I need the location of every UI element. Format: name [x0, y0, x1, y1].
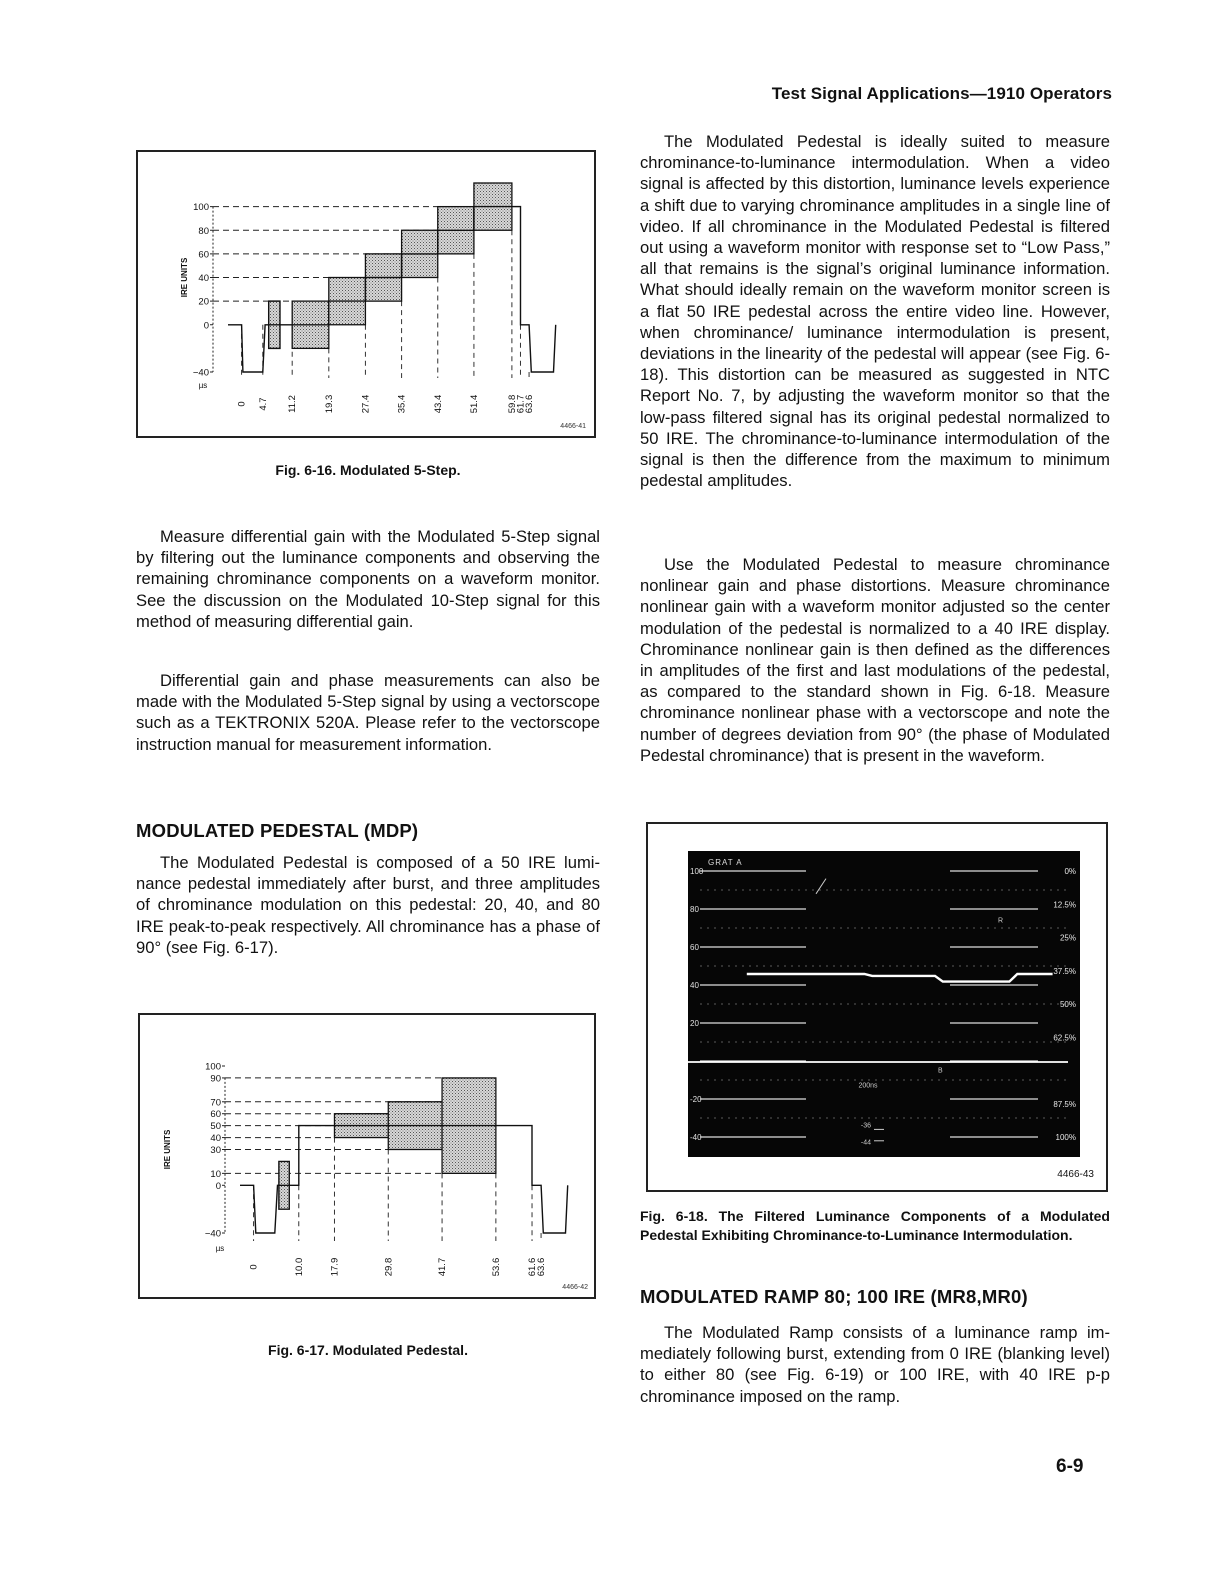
scale-label-left: -40 — [690, 1133, 702, 1142]
marker-label: B — [938, 1067, 943, 1075]
x-tick-label: 27.4 — [360, 394, 372, 414]
x-tick-label: 35.4 — [396, 394, 408, 414]
page-number: 6-9 — [1056, 1456, 1084, 1477]
y-tick-label: 70 — [210, 1097, 221, 1109]
y-tick-label: 80 — [198, 225, 209, 237]
scale-label-right: 0% — [1064, 867, 1076, 876]
figure-6-18 — [646, 822, 1108, 1192]
figure-caption-6-17: Fig. 6-17. Modulated Pedestal. — [268, 1342, 468, 1358]
y-tick-label: 100 — [205, 1061, 221, 1073]
y-axis-label: IRE UNITS — [163, 1129, 172, 1170]
timebase-label: 200ns — [858, 1082, 878, 1090]
figure-id: 4466-43 — [1057, 1169, 1094, 1180]
scale-label-right: 37.5% — [1053, 966, 1076, 976]
x-tick-label: 61.7 — [515, 394, 527, 414]
scale-label-left: 100 — [690, 867, 704, 876]
y-tick-label: 40 — [198, 273, 209, 284]
x-tick-label: 29.8 — [383, 1257, 395, 1277]
section-heading-mdp: MODULATED PEDESTAL (MDP) — [136, 820, 419, 841]
figure-id: 4466-42 — [562, 1284, 588, 1291]
x-tick-label: 43.4 — [432, 394, 444, 414]
y-tick-label: 0 — [203, 320, 209, 332]
scale-label-left: 60 — [690, 943, 699, 952]
pedestal-trace — [747, 974, 1053, 982]
paragraph-mdp: The Modulated Pedestal is composed of a 50 IRE luminance pedestal immediately after burst, and three amplitudes of chrominance modulation on this pedestal: 20, 40, and 80 IRE peak-to-peak respectively. All chrominance has a phase of 90° (see Fig. 6-17). — [136, 853, 600, 957]
scale-label-right: 50% — [1059, 1000, 1076, 1009]
x-tick-label: 0 — [248, 1264, 260, 1270]
x-unit-label: µs — [198, 381, 208, 390]
y-tick-label: 0 — [215, 1180, 221, 1192]
figure-caption-6-16: Fig. 6-16. Modulated 5-Step. — [275, 462, 461, 478]
y-tick-label: 30 — [210, 1145, 221, 1156]
y-tick-label: 100 — [193, 202, 209, 214]
x-tick-label: 59.8 — [506, 394, 518, 414]
paragraph-modulated-ramp: The Modulated Ramp consists of a luminance ramp immediately following burst, extending from 0 IRE (blanking level) to either 80 (see Fig. 6-19) or 100 IRE, with 40 IRE p-p chrominance imposed on the ramp. — [640, 1323, 1110, 1406]
fig-6-17-chart — [140, 1015, 594, 1297]
running-title: Test Signal Applications—1910 Operators — [771, 84, 1112, 103]
figure-caption-6-18: Fig. 6-18. The Filtered Luminance Components of a Modulated Pedestal Exhibiting Chrominance-to-Luminance Intermodulation. — [640, 1208, 1110, 1243]
figure-6-17 — [138, 1013, 596, 1299]
scale-label-right: 100% — [1055, 1133, 1076, 1142]
y-axis-label: IRE UNITS — [180, 257, 189, 298]
figure-id: 4466-41 — [560, 423, 586, 430]
paragraph-intermodulation: The Modulated Pedestal is ideally suited to measure chrominance-to-luminance intermodulation. When a video signal is affected by this distortion, luminance levels experience a shift due to varying chrominance amplitudes in a single line of video. If all chrominance in the Modulated Pedestal is filtered out using a waveform monitor with response set to “Low Pass,” all that remains is the signal’s original luminance information. What should ideally remain on the waveform monitor screen is a flat 50 IRE pedestal across the entire video line. However, when chrominance/ luminance intermodulation is present, deviations in the linearity of the pedestal will appear (see Fig. 6-18). This distortion can be measured as suggested in NTC Report No. 7, by adjusting the waveform monitor so that the low-pass filtered signal has its original pedestal normalized to 50 IRE. The chrominance-to-luminance intermodulation of the signal is then the difference from the maximum to minimum pedestal amplitudes. — [640, 132, 1110, 491]
scale-label-left: 20 — [690, 1019, 699, 1028]
x-tick-label: 0 — [236, 401, 248, 407]
scale-label-left: -20 — [690, 1095, 702, 1104]
x-tick-label: 11.2 — [287, 395, 299, 413]
marker-label: R — [998, 917, 1004, 925]
x-unit-label: µs — [215, 1244, 225, 1253]
section-heading-modulated-ramp: MODULATED RAMP 80; 100 IRE (MR8,MR0) — [640, 1286, 1028, 1307]
scale-label-right: 25% — [1059, 933, 1076, 943]
fig-6-18-scope-trace — [688, 851, 1080, 1157]
x-tick-label: 61.6 — [527, 1257, 539, 1277]
trace-artifact — [816, 879, 826, 894]
scale-label-left: 40 — [690, 981, 699, 990]
y-tick-label: 60 — [198, 249, 209, 261]
y-tick-label: 50 — [210, 1121, 221, 1133]
scale-label-right: 87.5% — [1053, 1099, 1076, 1109]
x-tick-label: 4.7 — [257, 397, 269, 411]
y-tick-label: −40 — [192, 367, 209, 379]
scale-label-right: 12.5% — [1053, 900, 1076, 910]
marker-label: -44 — [860, 1139, 871, 1147]
y-tick-label: 90 — [210, 1073, 221, 1085]
x-tick-label: 41.7 — [437, 1257, 449, 1277]
figure-6-16 — [136, 150, 596, 438]
y-tick-label: 40 — [210, 1133, 221, 1145]
graticule-mode-label: GRAT A — [708, 858, 743, 867]
x-tick-label: 17.9 — [329, 1257, 341, 1277]
paragraph-vectorscope: Differential gain and phase measurements can also be made with the Modulated 5-Step signal by using a vectorscope such as a TEKTRONIX 520A. Please refer to the vectorscope instruction manual for measurement information. — [136, 671, 600, 754]
y-tick-label: 60 — [210, 1109, 221, 1121]
x-tick-label: 63.6 — [524, 394, 536, 414]
x-tick-label: 51.4 — [468, 394, 480, 414]
marker-label: -36 — [860, 1122, 871, 1130]
scale-label-right: 62.5% — [1053, 1033, 1076, 1043]
waveform-monitor-screen — [688, 851, 1080, 1157]
y-tick-label: 20 — [198, 296, 209, 308]
paragraph-differential-gain: Measure differential gain with the Modulated 5-Step signal by filtering out the luminance components and observing the remaining chrominance components on a waveform monitor. See the discussion on the Modulated 10-Step signal for this method of measuring differential gain. — [136, 527, 600, 631]
scale-label-left: 80 — [690, 905, 699, 914]
x-tick-label: 10.0 — [293, 1257, 305, 1277]
paragraph-nonlinear: Use the Modulated Pedestal to measure chrominance nonlinear gain and phase distortions. Measure chrominance nonlinear gain with a waveform monitor adjusted so the center modulation of the pedestal is normalized to a 40 IRE display. Chrominance nonlinear gain is then defined as the differences in amplitudes of the first and last modulations of the pedestal, as compared to the standard shown in Fig. 6-18. Measure chrominance nonlinear phase with a vectorscope and note the number of degrees deviation from 90° (the phase of Modulated Pedestal chrominance) that is present in the waveform. — [640, 555, 1110, 765]
x-tick-label: 63.6 — [536, 1257, 548, 1277]
x-tick-label: 53.6 — [490, 1257, 502, 1277]
y-tick-label: −40 — [204, 1228, 221, 1240]
y-tick-label: 10 — [210, 1168, 221, 1180]
fig-6-16-chart — [138, 152, 594, 436]
x-tick-label: 19.3 — [323, 394, 335, 414]
